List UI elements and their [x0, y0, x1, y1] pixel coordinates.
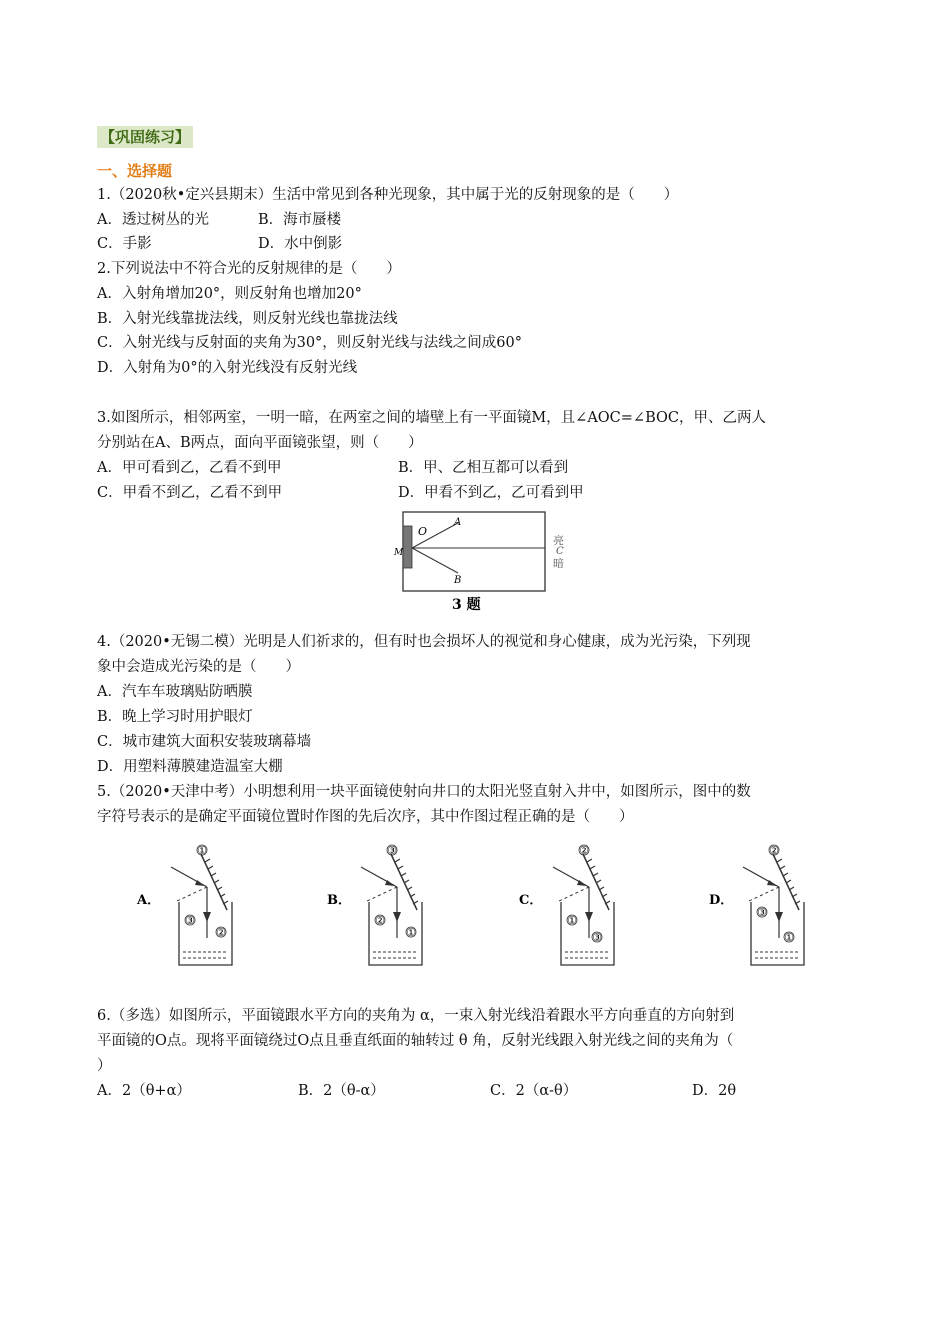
normal-order: ①: [567, 914, 577, 927]
option-label: B．: [327, 893, 351, 908]
normal-order: ②: [375, 914, 385, 927]
mirror-order: ②: [579, 844, 589, 857]
normal-order: ③: [757, 906, 767, 919]
mirror-line: [201, 854, 227, 910]
q3-option-c: C．甲看不到乙，乙看不到甲: [97, 485, 283, 501]
q6-option-d: D．2θ: [692, 1083, 737, 1099]
mirror-line: [391, 854, 417, 910]
q4-option-c: C．城市建筑大面积安装玻璃幕墙: [97, 734, 312, 750]
q1-option-a: A．透过树丛的光: [97, 212, 209, 228]
normal-dashed: [177, 887, 207, 901]
q1-option-d: D．水中倒影: [258, 236, 343, 252]
q1-option-c: C．手影: [97, 236, 152, 252]
vertical-order: ③: [592, 931, 602, 944]
q1-option-b: B．海市蜃楼: [258, 212, 342, 228]
mirror-order: ③: [387, 844, 397, 857]
q4-option-b: B．晚上学习时用护眼灯: [97, 709, 253, 725]
normal-dashed: [367, 887, 397, 901]
q4-option-d: D．用塑料薄膜建造温室大棚: [97, 759, 283, 775]
normal-dashed: [559, 887, 589, 901]
q3-stem-line1: 3.如图所示，相邻两室，一明一暗，在两室之间的墙壁上有一平面镜M，且∠AOC=∠BOC，甲、乙两人: [97, 410, 766, 426]
q6-stem-line3: ）: [97, 1058, 112, 1074]
figure-caption: 3 题: [452, 597, 481, 613]
q2-stem: 2.下列说法中不符合光的反射规律的是（ ）: [97, 261, 401, 277]
mirror-m: [403, 526, 412, 568]
q3-figure: [390, 505, 575, 613]
normal-order: ③: [185, 914, 195, 927]
q4-stem-line1: 4.（2020•无锡二模）光明是人们祈求的，但有时也会损坏人的视觉和身心健康，成为光污染，下列现: [97, 634, 751, 650]
label-o: O: [418, 525, 428, 538]
label-b: B: [454, 575, 462, 586]
q5-diagram-b: [325, 840, 435, 970]
label-bright: 亮: [553, 534, 564, 547]
mirror-order: ②: [769, 844, 779, 857]
q5-diagram-c: [517, 840, 627, 970]
vertical-order: ①: [406, 926, 416, 939]
q2-option-a: A．入射角增加20°，则反射角也增加20°: [97, 286, 362, 302]
label-a: A: [454, 517, 462, 528]
section-tag: 【巩固练习】: [97, 126, 193, 148]
q6-stem-line1: 6.（多选）如图所示，平面镜跟水平方向的夹角为 α，一束入射光线沿着跟水平方向垂直的方向射到: [97, 1008, 735, 1024]
vertical-order: ①: [784, 931, 794, 944]
q6-option-b: B．2（θ-α）: [298, 1083, 385, 1099]
well: [561, 902, 614, 965]
q5-stem-line2: 字符号表示的是确定平面镜位置时作图的先后次序，其中作图过程正确的是（ ）: [97, 809, 634, 825]
q5-diagram-a: [135, 840, 245, 970]
room-outline: [403, 512, 545, 591]
q6-stem-line2: 平面镜的O点。现将平面镜绕过O点且垂直纸面的轴转过 θ 角，反射光线跟入射光线之间的夹角为（: [97, 1033, 734, 1049]
ray-ob: [412, 548, 458, 573]
vertical-order: ②: [216, 926, 226, 939]
q1-stem: 1.（2020秋•定兴县期末）生活中常见到各种光现象，其中属于光的反射现象的是（ ）: [97, 187, 679, 203]
mirror-order: ①: [197, 844, 207, 857]
label-m: M: [394, 548, 404, 558]
mirror-line: [773, 854, 799, 910]
q3-option-a: A．甲可看到乙，乙看不到甲: [97, 460, 282, 476]
mirror-line: [583, 854, 609, 910]
q6-option-a: A．2（θ+α）: [97, 1083, 191, 1099]
q2-option-c: C．入射光线与反射面的夹角为30°，则反射光线与法线之间成60°: [97, 335, 522, 351]
q3-stem-line2: 分别站在A、B两点，面向平面镜张望，则（ ）: [97, 435, 423, 451]
q4-stem-line2: 象中会造成光污染的是（ ）: [97, 659, 300, 675]
q4-option-a: A．汽车车玻璃贴防晒膜: [97, 684, 253, 700]
label-c: C: [556, 546, 564, 557]
section-title: 一、选择题: [97, 162, 173, 180]
q6-option-c: C．2（α-θ）: [490, 1083, 578, 1099]
normal-dashed: [749, 887, 779, 901]
q5-diagram-d: [707, 840, 817, 970]
option-label: C．: [519, 893, 543, 908]
q3-option-b: B．甲、乙相互都可以看到: [398, 460, 569, 476]
q2-option-b: B．入射光线靠拢法线，则反射光线也靠拢法线: [97, 311, 398, 327]
q2-option-d: D．入射角为0°的入射光线没有反射光线: [97, 360, 358, 376]
q5-stem-line1: 5.（2020•天津中考）小明想利用一块平面镜使射向井口的太阳光竖直射入井中，如图所示，图中的数: [97, 784, 751, 800]
option-label: A．: [137, 893, 161, 908]
q3-option-d: D．甲看不到乙，乙可看到甲: [398, 485, 584, 501]
label-dark: 暗: [553, 557, 564, 570]
option-label: D．: [709, 893, 734, 908]
